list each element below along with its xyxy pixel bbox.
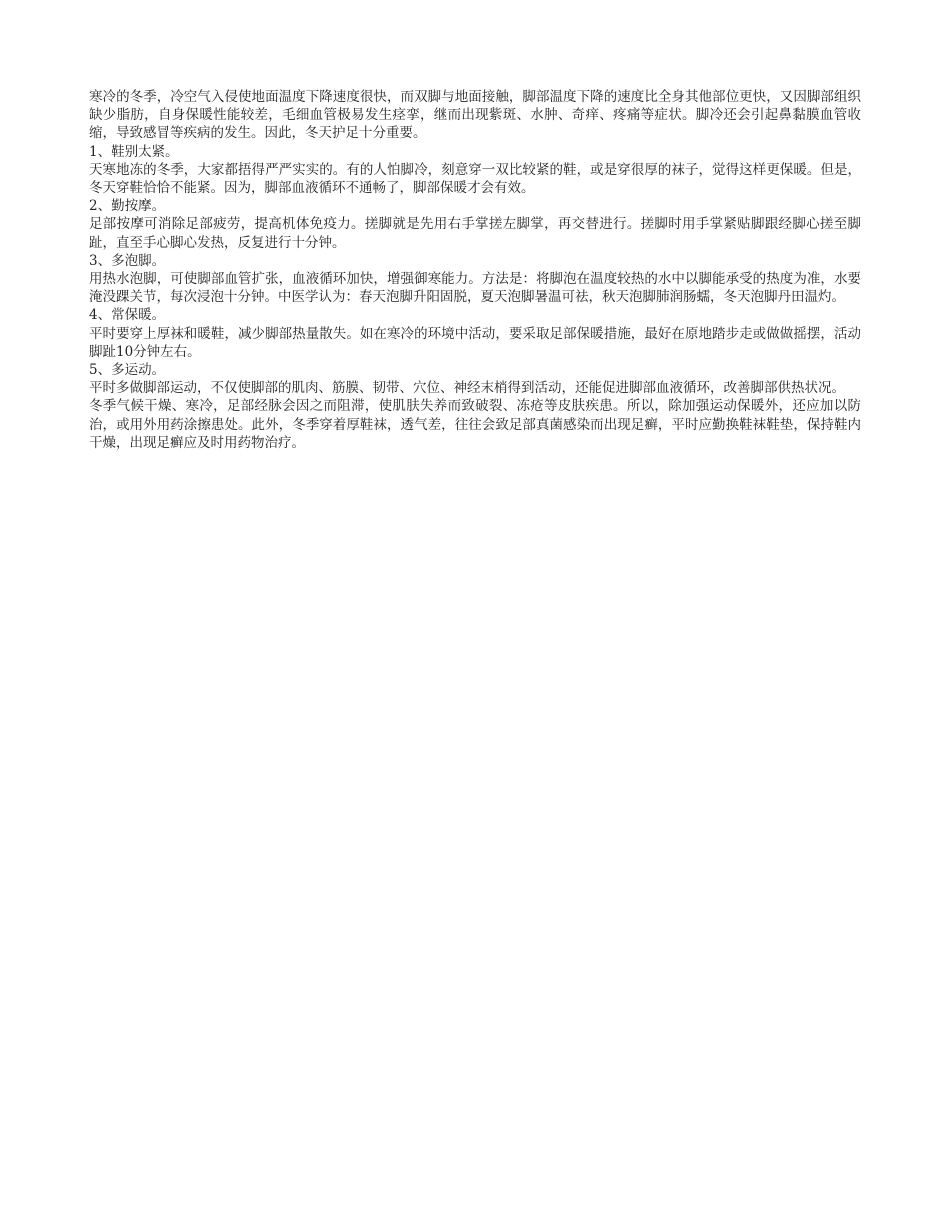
closing-paragraph: 冬季气候干燥、寒冷，足部经脉会因之而阻滞，使肌肤失养而致破裂、冻疮等皮肤疾患。所以，除加强运动保暖外，还应加以防治，或用外用药涂擦患处。此外，冬季穿着厚鞋袜，透气差，往往会致足部真菌感染而出现足癣，平时应勤换鞋袜鞋垫，保持鞋内干燥，出现足癣应及时用药物治疗。: [89, 398, 861, 451]
section-heading-1: 1、鞋别太紧。: [89, 143, 179, 160]
section-body-3: 用热水泡脚，可使脚部血管扩张，血液循环加快，增强御寒能力。方法是：将脚泡在温度较热的水中以脚能承受的热度为准，水要淹没踝关节，每次浸泡十分钟。中医学认为：春天泡脚升阳固脱，夏天泡脚暑温可祛，秋天泡脚肺润肠蠕，冬天泡脚丹田温灼。: [89, 271, 861, 306]
section-body-2: 足部按摩可消除足部疲劳，提高机体免疫力。搓脚就是先用右手掌搓左脚掌，再交替进行。搓脚时用手掌紧贴脚跟经脚心搓至脚趾，直至手心脚心发热，反复进行十分钟。: [89, 216, 861, 251]
section-body-5: 平时多做脚部运动，不仅使脚部的肌肉、筋膜、韧带、穴位、神经末梢得到活动，还能促进脚部血液循环，改善脚部供热状况。: [89, 380, 845, 397]
intro-paragraph: 寒冷的冬季，冷空气入侵使地面温度下降速度很快，而双脚与地面接触，脚部温度下降的速度比全身其他部位更快，又因脚部组织缺少脂肪，自身保暖性能较差，毛细血管极易发生痉挛，继而出现紫斑、水肿、奇痒、疼痛等症状。脚冷还会引起鼻黏膜血管收缩，导致感冒等疾病的发生。因此，冬天护足十分重要。: [89, 89, 861, 142]
section-body-1: 天寒地冻的冬季，大家都捂得严严实实的。有的人怕脚冷，刻意穿一双比较紧的鞋，或是穿很厚的袜子，觉得这样更保暖。但是，冬天穿鞋恰恰不能紧。因为，脚部血液循环不通畅了，脚部保暖才会有效。: [89, 161, 861, 197]
section-body-4: 平时要穿上厚袜和暖鞋，减少脚部热量散失。如在寒冷的环境中活动，要采取足部保暖措施，最好在原地踏步走或做做摇摆，活动脚趾10分钟左右。: [89, 325, 861, 360]
section-heading-3: 3、多泡脚。: [89, 252, 166, 269]
section-heading-4: 4、常保暖。: [89, 307, 166, 324]
document-body: [89, 88, 861, 452]
section-heading-5: 5、多运动。: [89, 362, 166, 379]
section-heading-2: 2、勤按摩。: [89, 198, 166, 215]
